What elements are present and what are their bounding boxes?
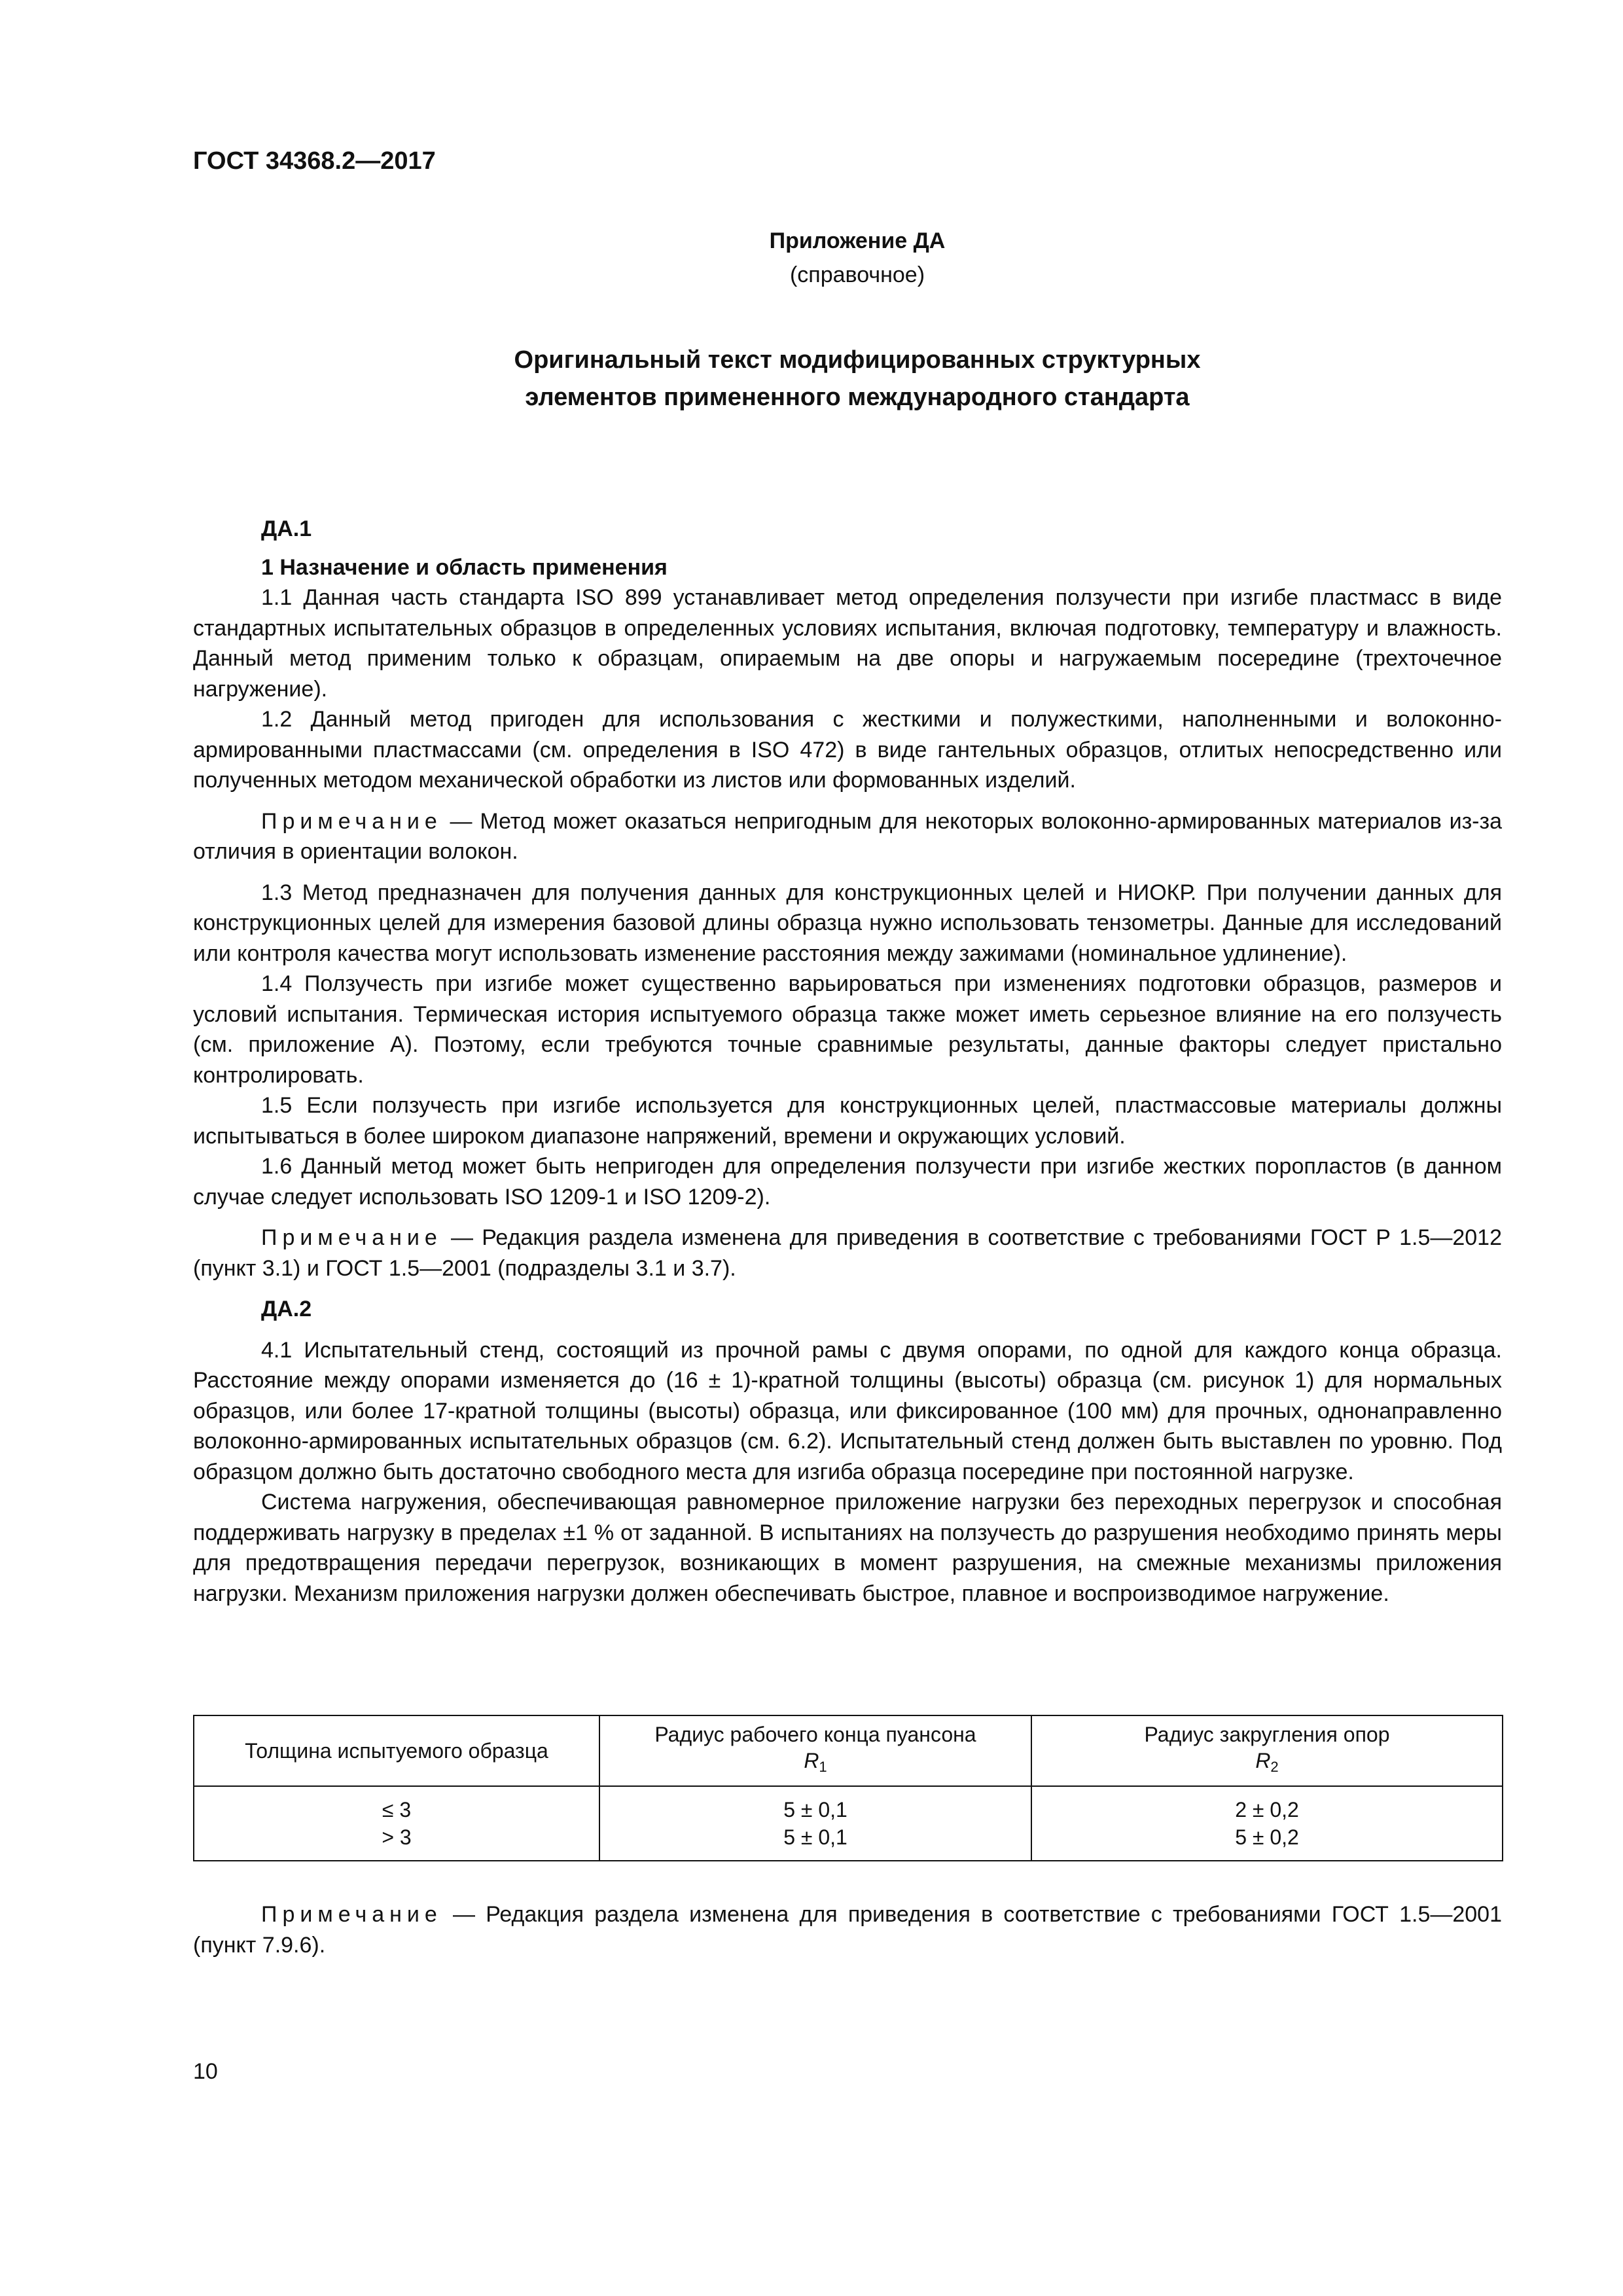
note-1-label: Примечание xyxy=(261,808,442,834)
annex-kind: (справочное) xyxy=(789,262,925,287)
table-cell-thickness xyxy=(194,1786,599,1861)
page-number: 10 xyxy=(193,2059,218,2084)
table-cell-value: ≤ 3 xyxy=(382,1798,412,1821)
note-1-text: — Метод может оказаться непригодным для некоторых волоконно-армированных материалов из-за отличия в ориентации волокон. xyxy=(193,808,1502,864)
paragraph-1-2: 1.2 Данный метод пригоден для использования с жесткими и полужесткими, наполненными и волоконно-армированными пластмассами (см. определения в ISO 472) в виде гантельных образцов, отлитых непосредственно или полученных методом механической обработки из листов или формованных изделий. xyxy=(193,707,1502,793)
section-da1 xyxy=(193,514,1502,1609)
annex-heading-line1: Оригинальный текст модифицированных структурных xyxy=(514,346,1201,374)
table-cell-value: 5 ± 0,2 xyxy=(1235,1825,1299,1849)
table-header-thickness: Толщина испытуемого образца xyxy=(194,1715,599,1786)
paragraph-1-4: 1.4 Ползучесть при изгибе может существенно варьироваться при изменениях подготовки образцов, размеров и условий испытания. Термическая история испытуемого образца также может иметь серьезное влияние на его ползучесть (см. приложение А). Поэтому, если требуются точные сравнимые результаты, данные факторы следует пристально контролировать. xyxy=(193,971,1502,1088)
table-cell-value: 2 ± 0,2 xyxy=(1235,1798,1299,1821)
table-cell-support-radius xyxy=(1031,1786,1503,1861)
table-cell-value: 5 ± 0,1 xyxy=(783,1798,847,1821)
table-cell-punch-radius xyxy=(599,1786,1031,1861)
table-header-punch-radius xyxy=(599,1715,1031,1786)
note-2-label: Примечание xyxy=(261,1225,442,1250)
paragraph-4-1: 4.1 Испытательный стенд, состоящий из прочной рамы с двумя опорами, по одной для каждого конца образца. Расстояние между опорами изменяется до (16 ± 1)-кратной толщины (высоты) образца (см. рисунок 1) для нормальных образцов, или более 17-кратной толщины (высоты) образца, или фиксированное (100 мм) для прочных, однонаправленно волоконно-армированных испытательных образцов (см. 6.2). Испытательный стенд должен быть выставлен по уровню. Под образцом должно быть достаточно свободного места для изгиба образца посередине при постоянной нагрузке. xyxy=(193,1337,1502,1484)
table-header-row xyxy=(194,1715,1503,1786)
table-cell-value: 5 ± 0,1 xyxy=(783,1825,847,1849)
paragraph-1-5: 1.5 Если ползучесть при изгибе используется для конструкционных целей, пластмассовые материалы должны испытываться в более широком диапазоне напряжений, времени и окружающих условий. xyxy=(193,1093,1502,1149)
document-code: ГОСТ 34368.2—2017 xyxy=(193,147,436,175)
paragraph-loading-system: Система нагружения, обеспечивающая равномерное приложение нагрузки без переходных перегрузок и способная поддерживать нагрузку в пределах ±1 % от заданной. В испытаниях на ползучесть до разрушения необходимо принять меры для предотвращения передачи перегрузок, возникающих в момент разрушения, на смежные механизмы приложения нагрузки. Механизм приложения нагрузки должен обеспечивать быстрое, плавное и воспроизводимое нагружение. xyxy=(193,1490,1502,1606)
table-header-support-radius-text: Радиус закругления опор xyxy=(1144,1723,1390,1746)
paragraph-1-1: 1.1 Данная часть стандарта ISO 899 устанавливает метод определения ползучести при изгибе пластмасс в виде стандартных испытательных образцов в определенных условиях испытания, включая подготовку, температуру и влажность. Данный метод применим только к образцам, опираемым на две опоры и нагружаемым посередине (трехточечное нагружение). xyxy=(193,585,1502,702)
radius-table xyxy=(193,1715,1503,1861)
paragraph-1-6: 1.6 Данный метод может быть непригоден для определения ползучести при изгибе жестких поропластов (в данном случае следует использовать ISO 1209-1 и ISO 1209-2). xyxy=(193,1154,1502,1210)
table-header-punch-radius-symbol: $R_1$ xyxy=(804,1749,827,1775)
table-row xyxy=(194,1786,1503,1861)
note-1 xyxy=(193,806,1502,867)
section-da2-label: ДА.2 xyxy=(261,1297,312,1321)
paragraph-1-3: 1.3 Метод предназначен для получения данных для конструкционных целей и НИОКР. При получении данных для конструкционных целей для измерения базовой длины образца нужно использовать тензометры. Данные для исследований или контроля качества могут использовать изменение расстояния между зажимами (номинальное удлинение). xyxy=(193,880,1502,966)
note-3-text: — Редакция раздела изменена для приведения в соответствие с требованиями ГОСТ 1.5—2001 (пункт 7.9.6). xyxy=(193,1902,1502,1958)
table-header-support-radius xyxy=(1031,1715,1503,1786)
table-cell-value: > 3 xyxy=(382,1825,412,1849)
table-header-support-radius-symbol: $R_2$ xyxy=(1255,1749,1279,1775)
note-2 xyxy=(193,1223,1502,1283)
section-da1-label: ДА.1 xyxy=(261,516,312,541)
annex-title: Приложение ДА xyxy=(769,228,946,253)
note-3-label: Примечание xyxy=(261,1902,442,1927)
annex-heading-line2: элементов примененного международного стандарта xyxy=(525,384,1190,411)
note-3-block xyxy=(193,1899,1502,1960)
annex-heading xyxy=(0,342,1623,416)
note-3 xyxy=(193,1899,1502,1960)
note-2-text: — Редакция раздела изменена для приведения в соответствие с требованиями ГОСТ Р 1.5—2012 (пункт 3.1) и ГОСТ 1.5—2001 (подразделы 3.1 и 3.7). xyxy=(193,1225,1502,1281)
table-header-punch-radius-text: Радиус рабочего конца пуансона xyxy=(654,1723,976,1746)
section-da1-heading: 1 Назначение и область применения xyxy=(261,554,668,580)
